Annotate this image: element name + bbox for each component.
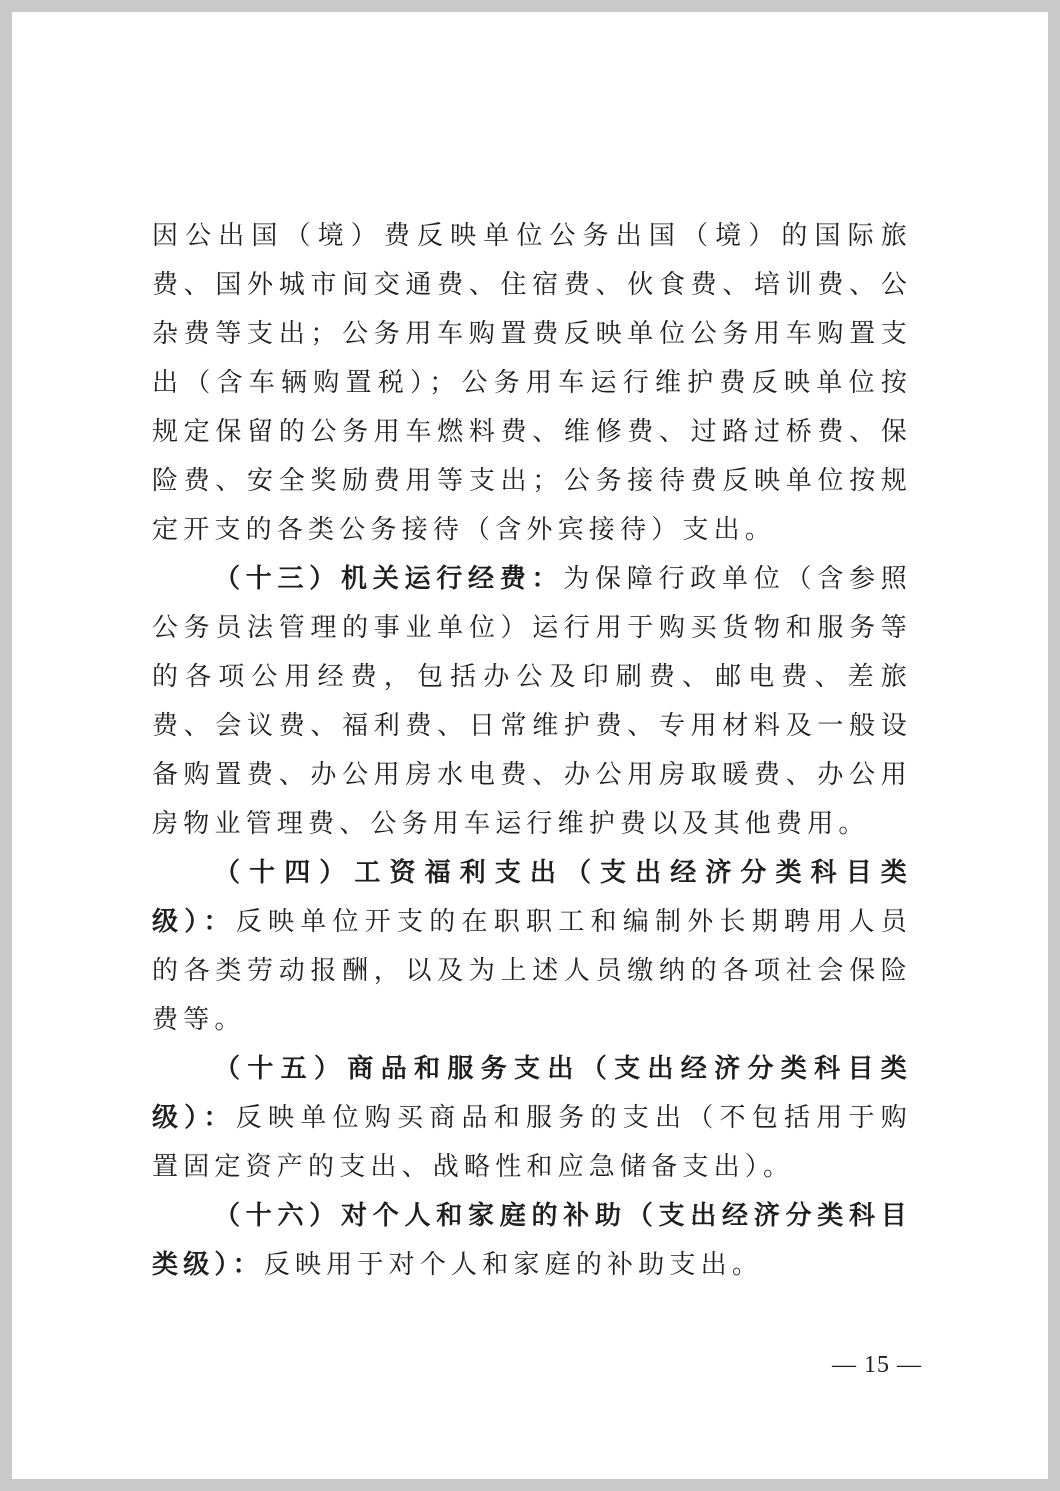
body-text (152, 212, 912, 1290)
item-16-heading: （十六）对个人和家庭的补助（支出经济分类科目类级）： (152, 1201, 912, 1280)
item-14-heading: （十四）工资福利支出（支出经济分类科目类级）： (152, 858, 912, 937)
item-13-text: 为保障行政单位（含参照公务员法管理的事业单位）运行用于购买货物和服务等的各项公用经费，包括办公及印刷费、邮电费、差旅费、会议费、福利费、日常维护费、专用材料及一般设备购置费、办公用房水电费、办公用房取暖费、办公用房物业管理费、公务用车运行维护费以及其他费用。 (152, 564, 913, 839)
paragraph-item-14 (152, 849, 912, 1045)
item-14-text: 反映单位开支的在职职工和编制外长期聘用人员的各类劳动报酬，以及为上述人员缴纳的各项社会保险费等。 (152, 907, 912, 1035)
page-number: — 15 — (832, 1352, 922, 1378)
paragraph-public-expense-definitions (152, 212, 912, 555)
item-15-heading: （十五）商品和服务支出（支出经济分类科目类级）： (152, 1054, 912, 1133)
item-16-text: 反映用于对个人和家庭的补助支出。 (263, 1250, 764, 1280)
paragraph-text: 因公出国（境）费反映单位公务出国（境）的国际旅费、国外城市间交通费、住宿费、伙食费、培训费、公杂费等支出；公务用车购置费反映单位公务用车购置支出（含车辆购置税）；公务用车运行维护费反映单位按规定保留的公务用车燃料费、维修费、过路过桥费、保险费、安全奖励费用等支出；公务接待费反映单位按规定开支的各类公务接待（含外宾接待）支出。 (152, 221, 912, 545)
item-13-heading: （十三）机关运行经费： (214, 564, 564, 594)
document-page (12, 12, 1048, 1479)
paragraph-item-16 (152, 1192, 912, 1290)
paragraph-item-15 (152, 1045, 912, 1192)
item-15-text: 反映单位购买商品和服务的支出（不包括用于购置固定资产的支出、战略性和应急储备支出）。 (152, 1103, 912, 1182)
paragraph-item-13 (152, 555, 912, 849)
